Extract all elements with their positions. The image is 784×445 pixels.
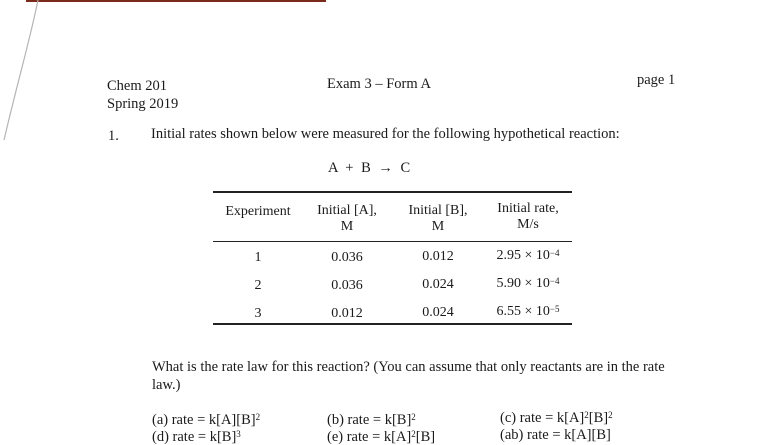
option-a-text: (a) rate = k[A][B] — [152, 412, 256, 428]
table-cell-rate — [484, 248, 572, 264]
option-c-sup1: 2 — [584, 410, 589, 420]
page-edge-left — [0, 0, 40, 140]
option-e-sup: 2 — [411, 429, 416, 439]
table-rule-top — [213, 191, 572, 193]
course-name: Chem 201 — [107, 78, 168, 94]
rate-base: 5.90 × 10 — [496, 276, 550, 291]
option-c-text: (c) rate = k[A] — [500, 410, 585, 426]
option-e — [327, 429, 435, 445]
option-b-sup: 2 — [411, 412, 416, 422]
rate-exponent: −4 — [549, 248, 560, 258]
table-cell-exp: 1 — [254, 250, 262, 265]
header-initial-a-line1: Initial [A], — [317, 203, 377, 218]
question-number: 1. — [108, 128, 119, 144]
rate-exponent: −5 — [549, 304, 560, 314]
option-a-sup: 2 — [255, 412, 261, 422]
header-initial-b-line2: M — [431, 219, 445, 234]
table-cell-b: 0.024 — [422, 305, 454, 320]
option-e-tail: [B] — [415, 429, 436, 445]
option-c — [500, 410, 613, 426]
option-b-text: (b) rate = k[B] — [327, 412, 412, 428]
page-number: page 1 — [637, 72, 676, 88]
option-e-text: (e) rate = k[A] — [327, 429, 412, 445]
table-cell-rate — [484, 276, 572, 292]
header-initial-rate-line1: Initial rate, — [497, 201, 559, 216]
table-rule-header — [213, 241, 572, 242]
header-initial-b-line1: Initial [B], — [408, 203, 468, 218]
option-d-sup: 3 — [236, 429, 241, 439]
page-edge-top — [26, 0, 326, 2]
table-rule-bottom — [213, 323, 572, 325]
rate-base: 6.55 × 10 — [496, 304, 550, 319]
header-initial-a — [308, 203, 386, 235]
rate-exponent: −4 — [549, 276, 560, 286]
header-experiment-line1: Experiment — [225, 204, 291, 219]
reaction-equation: A + B → C — [328, 160, 413, 176]
exam-title: Exam 3 – Form A — [327, 76, 431, 92]
header-initial-b — [398, 203, 478, 235]
option-c-sup2: 2 — [608, 410, 613, 420]
question-text: Initial rates shown below were measured for the following hypothetical reaction: — [151, 126, 620, 142]
table-cell-a: 0.036 — [331, 250, 363, 265]
header-initial-a-line2: M — [340, 219, 354, 234]
term: Spring 2019 — [107, 96, 179, 112]
option-ab-text: (ab) rate = k[A][B] — [500, 427, 611, 443]
header-initial-rate — [484, 201, 572, 233]
header-initial-rate-line2: M/s — [517, 217, 539, 232]
table-cell-rate — [484, 304, 572, 320]
table-cell-b: 0.024 — [422, 277, 454, 292]
rate-base: 2.95 × 10 — [496, 248, 550, 263]
table-cell-exp: 3 — [254, 306, 262, 321]
question2-text-line1: What is the rate law for this reaction? (You can assume that only reactants are in the rate — [152, 359, 665, 375]
header-experiment — [214, 204, 302, 220]
table-cell-b: 0.012 — [422, 249, 454, 264]
table-cell-a: 0.012 — [331, 306, 363, 321]
table-cell-exp: 2 — [254, 278, 262, 293]
option-d — [152, 429, 241, 445]
option-d-text: (d) rate = k[B] — [152, 429, 237, 445]
table-cell-a: 0.036 — [331, 278, 363, 293]
question2-text-line2: law.) — [152, 377, 181, 393]
option-b — [327, 412, 416, 428]
option-a — [152, 412, 260, 428]
option-c-mid: [B] — [588, 410, 609, 426]
